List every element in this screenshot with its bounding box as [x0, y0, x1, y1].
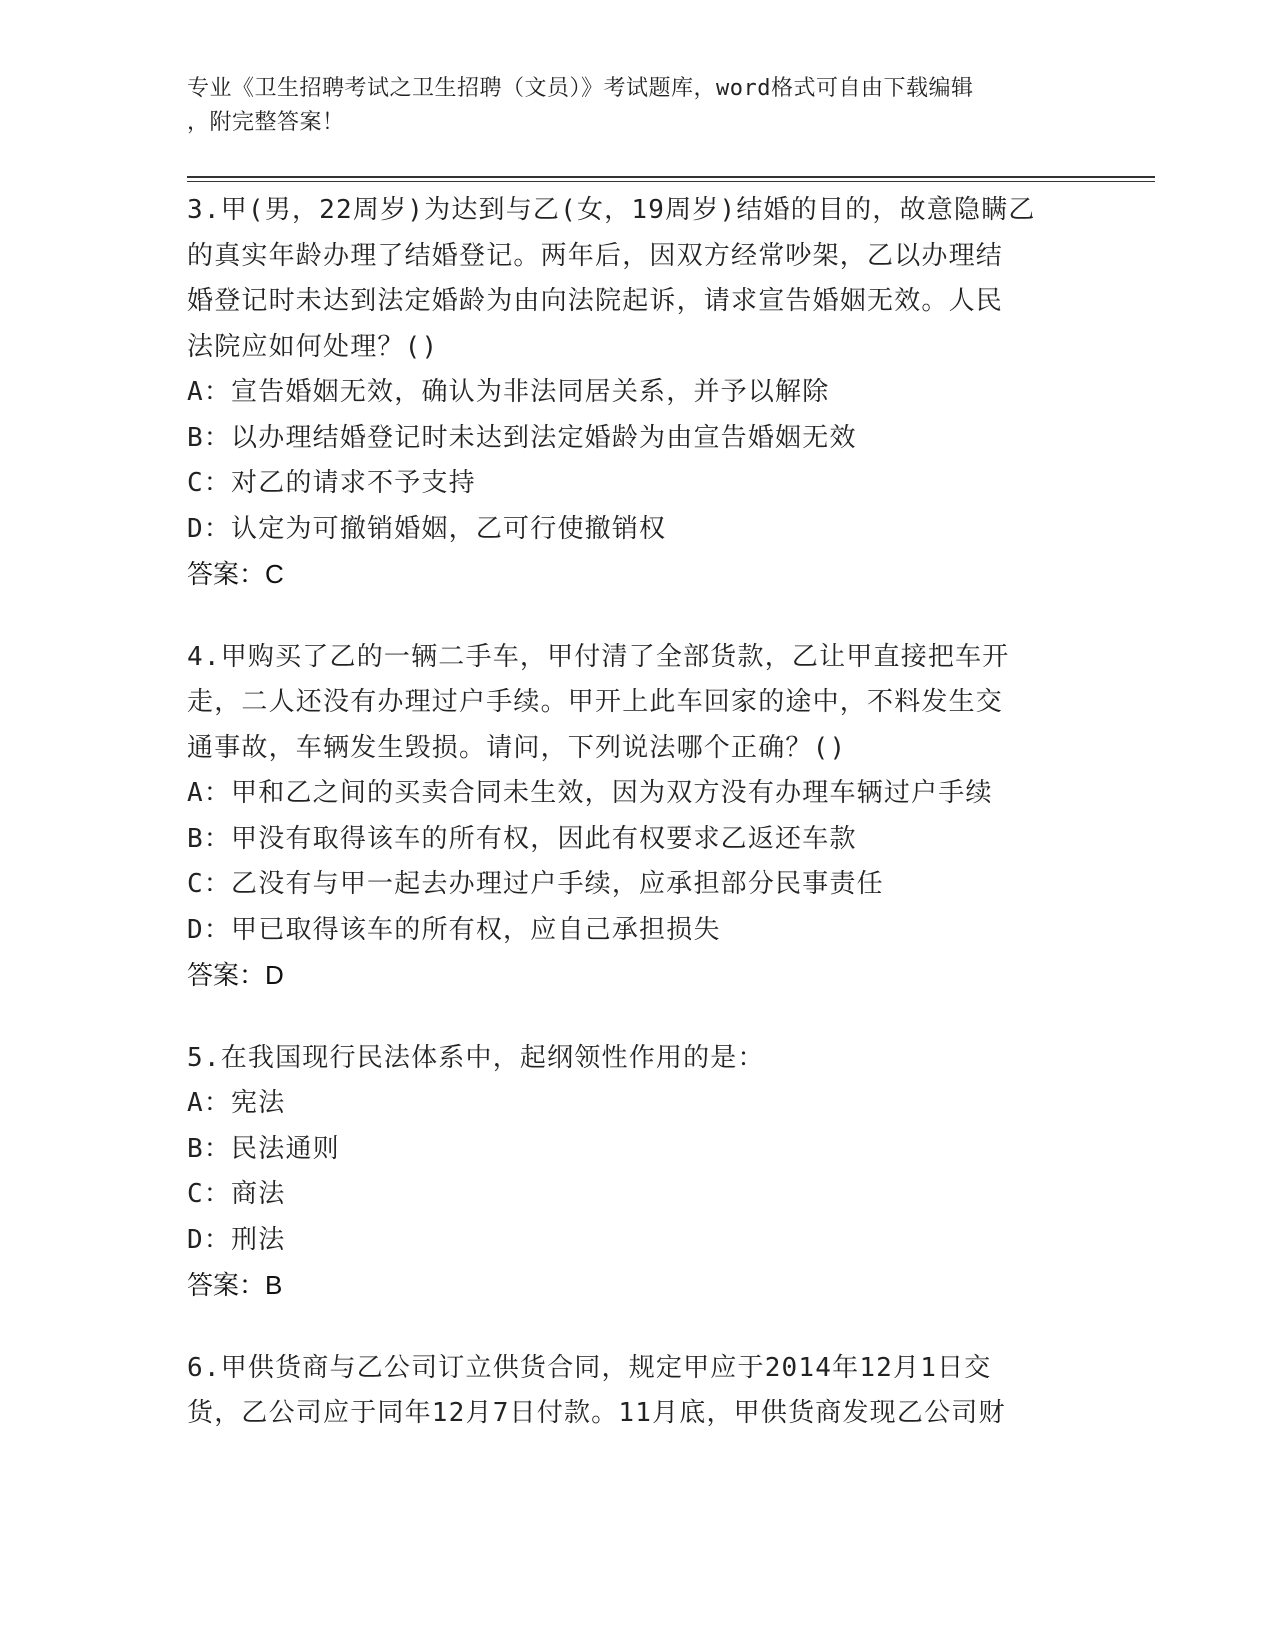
- option-b: B：甲没有取得该车的所有权，因此有权要求乙返还车款: [187, 823, 857, 854]
- question-stem-line: 婚登记时未达到法定婚龄为由向法院起诉，请求宣告婚姻无效。人民: [187, 286, 1004, 316]
- header-title-line-1: 专业《卫生招聘考试之卫生招聘（文员）》考试题库，word格式可自由下载编辑: [187, 76, 974, 101]
- header-divider-thick: [187, 176, 1155, 178]
- question-3: [187, 188, 1087, 598]
- option-a: A：宪法: [187, 1088, 286, 1118]
- option-a: A：甲和乙之间的买卖合同未生效，因为双方没有办理车辆过户手续: [187, 778, 993, 808]
- question-stem-line: 通事故，车辆发生毁损。请问，下列说法哪个正确？(): [187, 732, 847, 763]
- header-title-line-2: ，附完整答案！: [187, 110, 345, 135]
- option-c: C：乙没有与甲一起去办理过户手续，应承担部分民事责任: [187, 869, 884, 899]
- question-stem-line: 5.在我国现行民法体系中，起纲领性作用的是：: [187, 1042, 765, 1073]
- question-stem-line: 货，乙公司应于同年12月7日付款。11月底，甲供货商发现乙公司财: [187, 1398, 1006, 1428]
- question-stem-line: 3.甲(男，22周岁)为达到与乙(女，19周岁)结婚的目的，故意隐瞒乙: [187, 195, 1036, 225]
- question-list: [187, 188, 1087, 1474]
- option-b: B：民法通则: [187, 1133, 340, 1164]
- option-d: D：刑法: [187, 1224, 286, 1255]
- option-b: B：以办理结婚登记时未达到法定婚龄为由宣告婚姻无效: [187, 422, 857, 453]
- answer-label: 答案：D: [187, 960, 284, 990]
- question-stem-line: 的真实年龄办理了结婚登记。两年后，因双方经常吵架，乙以办理结: [187, 240, 1004, 271]
- question-5: [187, 1036, 1087, 1309]
- option-d: D：甲已取得该车的所有权，应自己承担损失: [187, 914, 721, 945]
- question-stem-line: 走，二人还没有办理过户手续。甲开上此车回家的途中，不料发生交: [187, 687, 1004, 717]
- question-stem-line: 4.甲购买了乙的一辆二手车，甲付清了全部货款，乙让甲直接把车开: [187, 641, 1010, 672]
- answer-label: 答案：B: [187, 1270, 283, 1300]
- question-stem-line: 法院应如何处理？(): [187, 331, 439, 362]
- answer-label: 答案：C: [187, 559, 284, 589]
- question-stem-line: 6.甲供货商与乙公司订立供货合同，规定甲应于2014年12月1日交: [187, 1352, 992, 1383]
- question-6: [187, 1346, 1087, 1437]
- header-divider-thin: [187, 181, 1155, 182]
- question-4: [187, 635, 1087, 999]
- document-header: [187, 72, 1087, 140]
- option-a: A：宣告婚姻无效，确认为非法同居关系，并予以解除: [187, 377, 830, 407]
- option-c: C：商法: [187, 1179, 286, 1209]
- option-c: C：对乙的请求不予支持: [187, 468, 476, 498]
- option-d: D：认定为可撤销婚姻，乙可行使撤销权: [187, 513, 667, 544]
